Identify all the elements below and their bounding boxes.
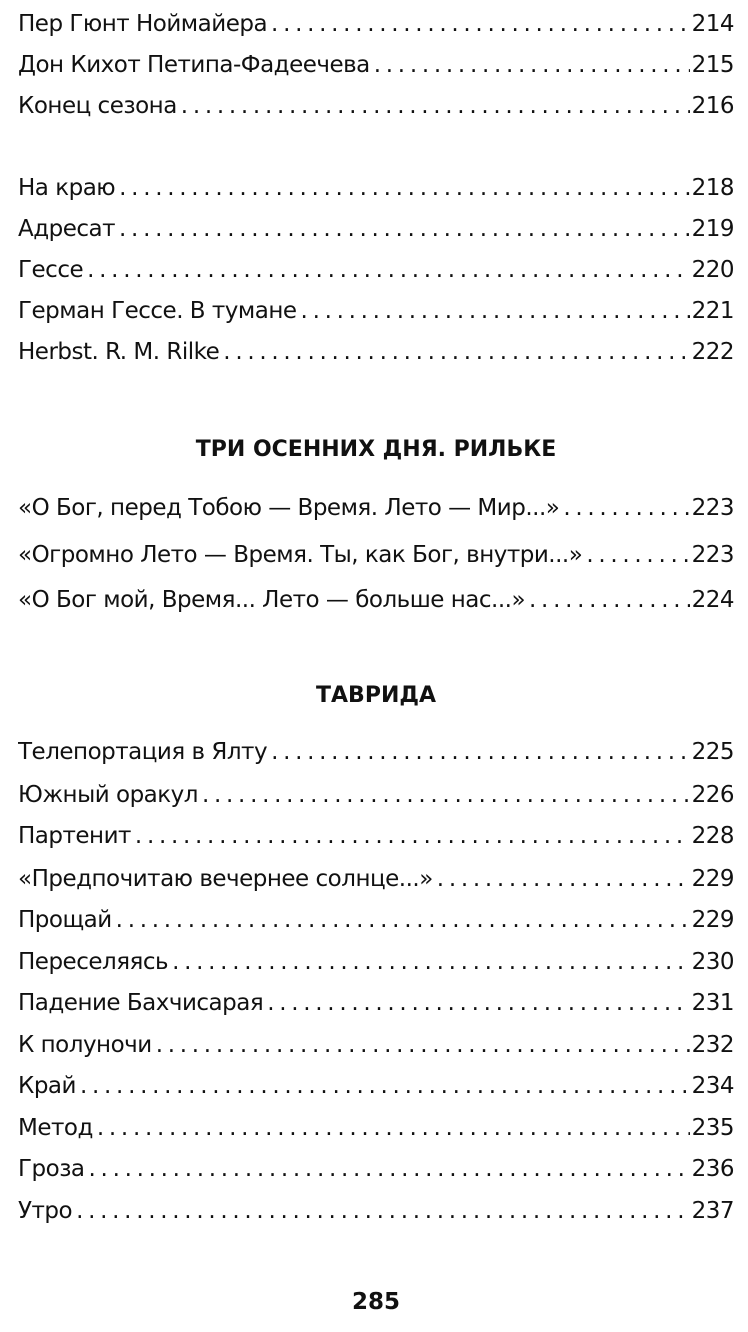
dot-leader [119,209,690,249]
dot-leader [89,1149,690,1189]
toc-entry [18,45,734,85]
toc-entry [18,250,734,290]
toc-entry-page: 218 [691,175,734,201]
toc-entry-title: Herbst. R. M. Rilke [18,339,220,365]
toc-entry-title: «О Бог мой, Время... Лето — больше нас...» [18,587,526,613]
toc-entry-page: 225 [691,739,734,765]
toc-entry-page: 223 [691,542,734,568]
toc-entry-title: Герман Гессе. В тумане [18,298,297,324]
dot-leader [437,859,690,899]
toc-entry-page: 216 [691,93,734,119]
toc-entry-title: Метод [18,1115,93,1141]
dot-leader [563,488,689,528]
toc-entry [18,580,734,620]
toc-entry [18,900,734,940]
toc-entry-title: Адресат [18,216,116,242]
dot-leader [116,900,690,940]
page-number: 285 [351,1289,400,1315]
toc-entry-title: Конец сезона [18,93,177,119]
toc-entry-title: «Огромно Лето — Время. Ты, как Бог, внутри...» [18,542,583,568]
toc-entry-page: 236 [691,1156,734,1182]
toc-entry [18,942,734,982]
toc-entry [18,4,734,44]
dot-leader [135,816,690,856]
dot-leader [202,775,690,815]
toc-entry [18,1066,734,1106]
toc-entry-title: Край [18,1073,76,1099]
toc-entry-page: 224 [691,587,734,613]
toc-entry-page: 223 [691,495,734,521]
dot-leader [529,580,690,620]
dot-leader [76,1191,690,1231]
toc-entry-title: «Предпочитаю вечернее солнце...» [18,866,433,892]
toc-entry-title: Южный оракул [18,782,198,808]
toc-entry [18,1025,734,1065]
toc-entry-page: 214 [691,11,734,37]
toc-entry [18,209,734,249]
dot-leader [374,45,690,85]
dot-leader [267,983,689,1023]
toc-entry [18,332,734,372]
toc-entry-title: Переселяясь [18,949,169,975]
toc-entry-page: 220 [691,257,734,283]
toc-entry-title: Гроза [18,1156,85,1182]
dot-leader [97,1108,690,1148]
dot-leader [586,535,689,575]
toc-entry-page: 229 [691,866,734,892]
dot-leader [156,1025,690,1065]
toc-entry-title: Утро [18,1198,73,1224]
section-heading: ТАВРИДА [316,683,436,708]
toc-entry-title: На краю [18,175,116,201]
toc-entry [18,1191,734,1231]
toc-entry [18,291,734,331]
dot-leader [223,332,689,372]
toc-page [18,0,734,1332]
toc-entry [18,488,734,528]
toc-entry-title: Пер Гюнт Ноймайера [18,11,268,37]
toc-entry [18,775,734,815]
toc-entry [18,1149,734,1189]
toc-entry-page: 221 [691,298,734,324]
toc-entry-title: Гессе [18,257,84,283]
toc-entry-page: 232 [691,1032,734,1058]
toc-entry-title: Падение Бахчисарая [18,990,264,1016]
toc-entry-page: 229 [691,907,734,933]
toc-entry-page: 228 [691,823,734,849]
section-heading: ТРИ ОСЕННИХ ДНЯ. РИЛЬКЕ [195,437,557,462]
toc-entry [18,859,734,899]
toc-entry-page: 226 [691,782,734,808]
toc-entry-page: 234 [691,1073,734,1099]
toc-entry-title: «О Бог, перед Тобою — Время. Лето — Мир...» [18,495,560,521]
dot-leader [80,1066,690,1106]
toc-entry [18,816,734,856]
toc-entry-title: К полуночи [18,1032,152,1058]
toc-entry [18,168,734,208]
toc-entry [18,535,734,575]
toc-entry [18,983,734,1023]
toc-entry-page: 222 [691,339,734,365]
toc-entry [18,732,734,772]
toc-entry [18,1108,734,1148]
dot-leader [181,86,690,126]
toc-entry-title: Телепортация в Ялту [18,739,268,765]
toc-entry-title: Дон Кихот Петипа-Фадеечева [18,52,370,78]
toc-entry-page: 235 [691,1115,734,1141]
dot-leader [271,732,690,772]
toc-entry-title: Партенит [18,823,131,849]
toc-entry-page: 215 [691,52,734,78]
toc-entry-title: Прощай [18,907,112,933]
dot-leader [119,168,689,208]
dot-leader [301,291,690,331]
toc-entry-page: 219 [691,216,734,242]
toc-entry-page: 231 [691,990,734,1016]
toc-entry-page: 230 [691,949,734,975]
toc-entry-page: 237 [691,1198,734,1224]
dot-leader [172,942,690,982]
dot-leader [271,4,690,44]
toc-entry [18,86,734,126]
dot-leader [87,250,689,290]
